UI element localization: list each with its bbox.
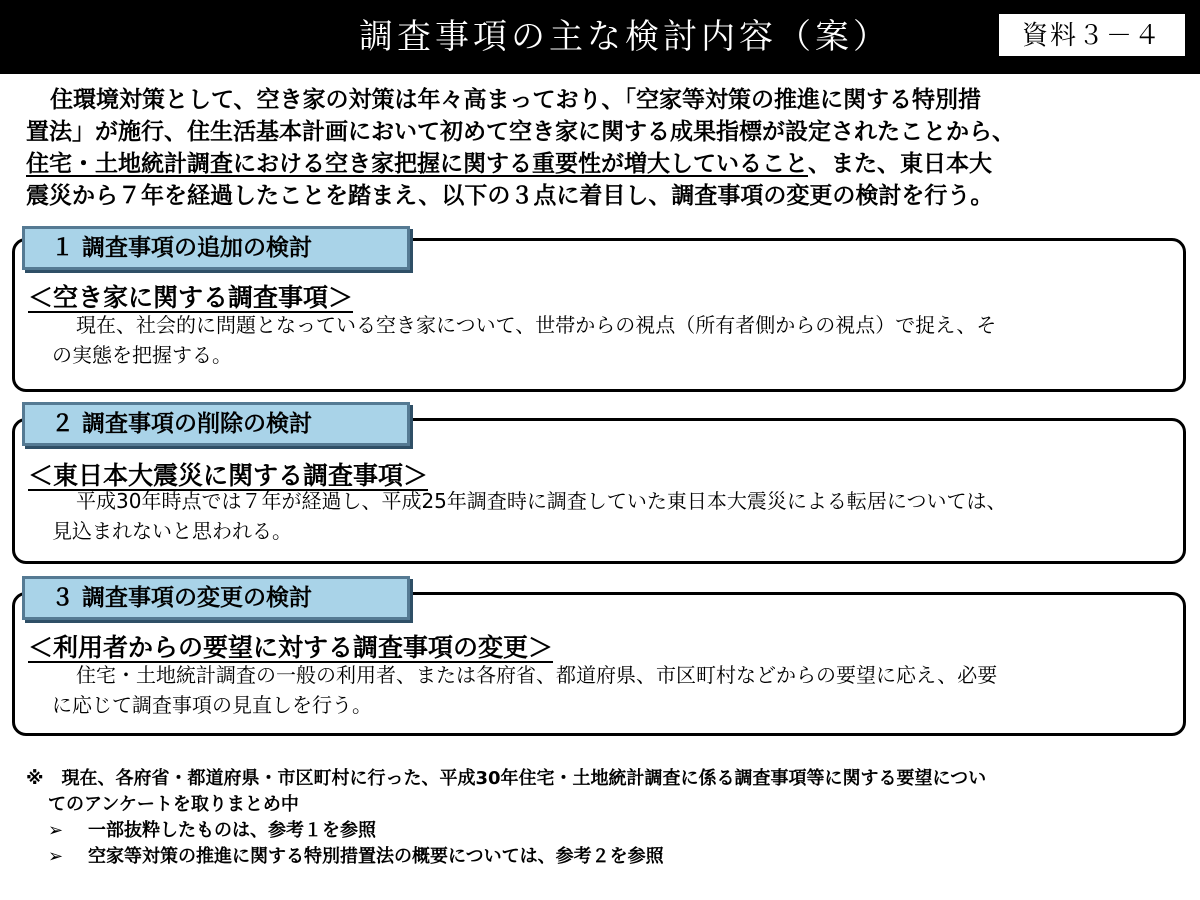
intro-line — [26, 148, 1176, 180]
section-body-line: 現在、社会的に問題となっている空き家について、世帯からの視点（所有者側からの視点）で捉え、そ — [76, 313, 997, 337]
section-heading-vacant-houses: ＜空き家に関する調査事項＞ — [28, 283, 354, 312]
section-body-line: 見込まれないと思われる。 — [52, 519, 292, 543]
page-title: 調査事項の主な検討内容（案） — [359, 17, 891, 57]
arrow-bullet-icon: ➢ — [48, 820, 64, 841]
section-heading-earthquake: ＜東日本大震災に関する調査事項＞ — [28, 461, 429, 490]
section-body-change — [52, 660, 1162, 720]
intro-text: 、また、東日本大 — [808, 151, 992, 177]
footnote-line: ※ 現在、各府省・都道府県・市区町村に行った、平成30年住宅・土地統計調査に係る調査事項等に関する要望につい — [26, 768, 987, 789]
section-tab-addition: １ 調査事項の追加の検討 — [22, 226, 410, 270]
header-bar — [0, 0, 1200, 74]
intro-paragraph — [26, 84, 1176, 212]
intro-line: 震災から７年を経過したことを踏まえ、以下の３点に着目し、調査事項の変更の検討を行う。 — [26, 183, 994, 209]
footnote-bullet-text: 一部抜粋したものは、参考１を参照 — [88, 820, 376, 841]
intro-underlined-text: 住宅・土地統計調査における空き家把握に関する重要性が増大していること — [26, 151, 808, 177]
document-number-label: 資料３－４ — [998, 13, 1186, 57]
footnote-line: てのアンケートを取りまとめ中 — [48, 794, 299, 815]
footnote — [26, 766, 1186, 870]
section-body-deletion — [52, 486, 1162, 546]
section-body-line: 住宅・土地統計調査の一般の利用者、または各府省、都道府県、市区町村などからの要望に応え、必要 — [76, 663, 998, 687]
section-body-addition — [52, 310, 1162, 370]
footnote-bullet — [26, 818, 1186, 844]
section-tab-deletion: ２ 調査事項の削除の検討 — [22, 402, 410, 446]
section-body-line: に応じて調査事項の見直しを行う。 — [52, 693, 372, 717]
section-body-line: の実態を把握する。 — [52, 343, 232, 367]
section-body-line: 平成30年時点では７年が経過し、平成25年調査時に調査していた東日本大震災による転居については、 — [76, 489, 1007, 513]
intro-line: 住環境対策として、空き家の対策は年々高まっており、「空家等対策の推進に関する特別措 — [50, 87, 982, 113]
section-tab-change: ３ 調査事項の変更の検討 — [22, 576, 410, 620]
intro-line: 置法」が施行、住生活基本計画において初めて空き家に関する成果指標が設定されたことから、 — [26, 119, 1015, 145]
arrow-bullet-icon: ➢ — [48, 846, 64, 867]
footnote-bullet-text: 空家等対策の推進に関する特別措置法の概要については、参考２を参照 — [88, 846, 664, 867]
footnote-bullet — [26, 844, 1186, 870]
section-heading-user-requests: ＜利用者からの要望に対する調査事項の変更＞ — [28, 633, 554, 662]
